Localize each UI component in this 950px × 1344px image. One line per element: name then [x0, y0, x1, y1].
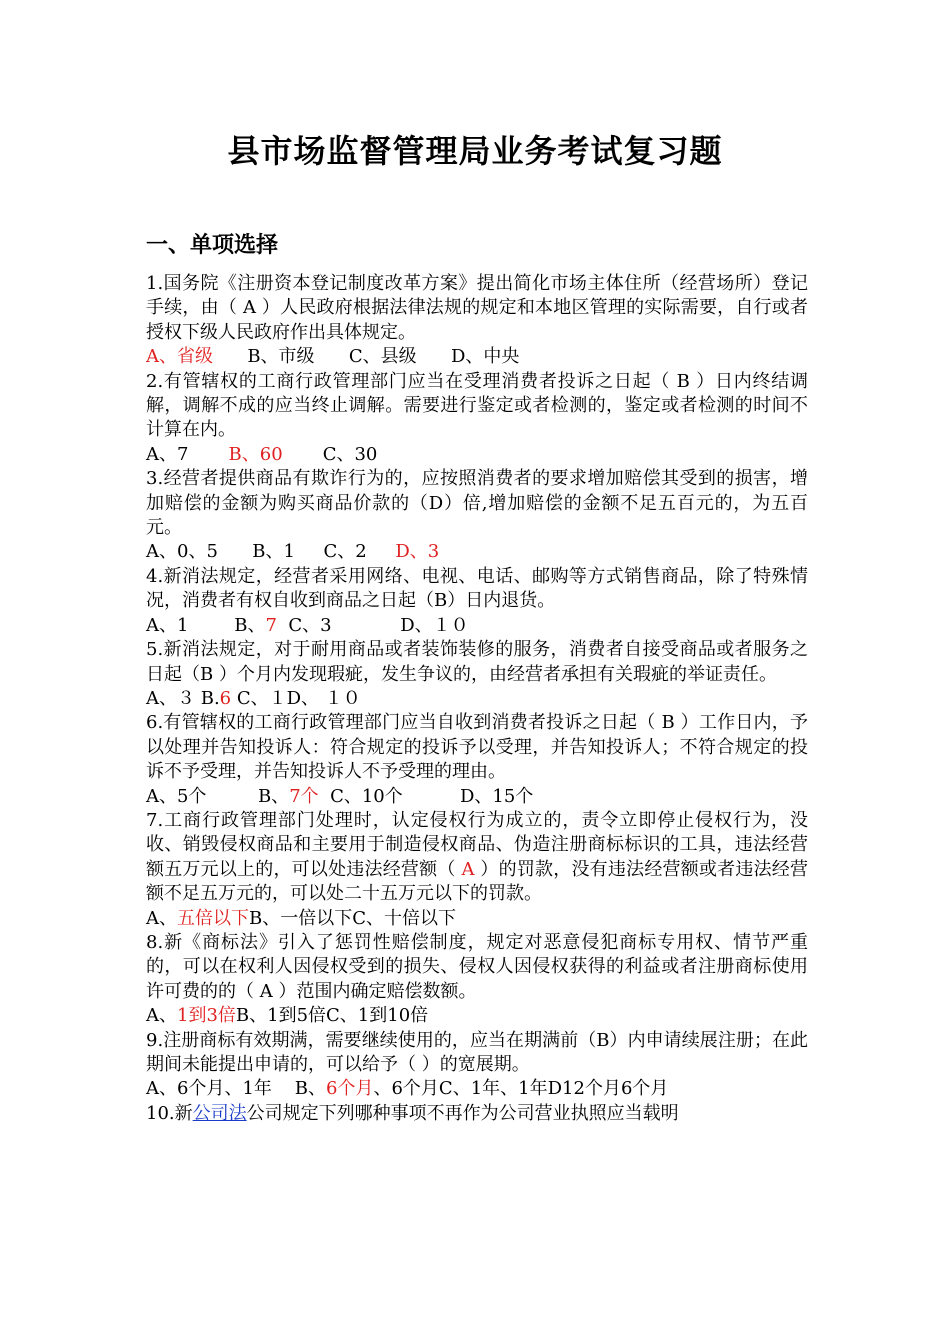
document-title: 县市场监督管理局业务考试复习题 — [227, 132, 723, 170]
question-4-answer: 7 — [265, 614, 277, 636]
question-8-answer: 1到3倍 — [177, 1005, 236, 1027]
question-1-answer: A、省级 — [146, 346, 213, 368]
question-7-options-after: B、一倍以下C、十倍以下 — [249, 907, 456, 929]
question-2-options — [146, 443, 808, 467]
question-8-options-before: A、 — [146, 1005, 177, 1027]
question-10-text — [146, 1102, 808, 1126]
question-7-text-start: 7.工商行政管理部门处理时，认定侵权行为成立的，责令立即停止侵权行为，没收、销毁侵权商品和主要用于制造侵权商品、伪造注册商标标识的工具，违法经营额五万元以上的，可以处违法经营额（ — [146, 809, 808, 880]
question-7-options-before: A、 — [146, 907, 177, 929]
section-heading: 一、单项选择 — [146, 233, 279, 258]
question-4-text: 4.新消法规定，经营者采用网络、电视、电话、邮购等方式销售商品，除了特殊情况，消费者有权自收到商品之日起（B）日内退货。 — [146, 565, 808, 612]
question-3-text: 3.经营者提供商品有欺诈行为的，应按照消费者的要求增加赔偿其受到的损害，增加赔偿的金额为购买商品价款的（D）倍,增加赔偿的金额不足五百元的，为五百元。 — [146, 468, 808, 539]
question-list — [146, 272, 808, 1126]
question-6-answer: 7个 — [289, 785, 319, 807]
question-6-options-before: A、5个 B、 — [146, 785, 290, 807]
question-7-answer: 五倍以下 — [177, 907, 249, 929]
question-4-options — [146, 614, 808, 638]
question-9-options-before: A、6个月、1年 B、 — [146, 1078, 327, 1100]
question-5-options-after: C、１D、 １０ — [231, 687, 361, 709]
question-1-text: 1.国务院《注册资本登记制度改革方案》提出简化市场主体住所（经营场所）登记手续，由（ A ）人民政府根据法律法规的规定和本地区管理的实际需要，自行或者授权下级人民政府作出具体规定。 — [146, 273, 808, 343]
question-4-options-after: C、3 D、１０ — [276, 614, 469, 636]
question-3-answer: D、3 — [395, 541, 440, 563]
question-2-options-before: A、7 — [146, 443, 229, 465]
question-2-options-after: C、30 — [282, 443, 378, 465]
question-3-options-before: A、0、5 B、1 C、2 — [146, 541, 396, 563]
question-1-options — [146, 345, 808, 369]
question-8-options — [146, 1004, 808, 1028]
question-6-options-after: C、10个 D、15个 — [318, 785, 534, 807]
company-law-link[interactable]: 公司法 — [192, 1102, 247, 1124]
question-3-options — [146, 540, 808, 564]
question-10-text-start: 10.新 — [146, 1102, 193, 1124]
question-9-text: 9.注册商标有效期满，需要继续使用的，应当在期满前（B）内申请续展注册；在此期间未能提出申请的，可以给予（ ）的宽展期。 — [146, 1029, 808, 1075]
question-1-other-options: B、市级 C、县级 D、中央 — [213, 346, 520, 368]
question-8-text: 8.新《商标法》引入了惩罚性赔偿制度，规定对恶意侵犯商标专用权、情节严重的，可以在权利人因侵权受到的损失、侵权人因侵权获得的利益或者注册商标使用许可费的的（ A ）范围内确定赔偿数额。 — [146, 931, 808, 1002]
question-2-answer: B、60 — [228, 443, 283, 465]
question-9-answer: 6个月 — [326, 1078, 374, 1100]
question-7-text-end: ）的罚款，没有违法经营额或者违法经营额不足五万元的，可以处二十五万元以下的罚款。 — [146, 858, 808, 905]
question-5-options — [146, 687, 808, 711]
question-5-text: 5.新消法规定，对于耐用商品或者装饰装修的服务，消费者自接受商品或者服务之日起（B ）个月内发现瑕疵，发生争议的，由经营者承担有关瑕疵的举证责任。 — [146, 639, 808, 685]
question-8-options-after: B、1到5倍C、1到10倍 — [235, 1005, 429, 1027]
question-5-answer: 6 — [219, 687, 232, 709]
question-6-text: 6.有管辖权的工商行政管理部门应当自收到消费者投诉之日起（ B ）工作日内，予以处理并告知投诉人：符合规定的投诉予以受理，并告知投诉人；不符合规定的投诉不予受理，并告知投诉人不予受理的理由。 — [146, 712, 808, 783]
question-10-text-end: 公司规定下列哪种事项不再作为公司营业执照应当载明 — [246, 1102, 679, 1124]
question-9-options — [146, 1077, 808, 1101]
question-4-options-before: A、1 B、 — [146, 614, 266, 636]
question-7-inline-answer: A — [461, 858, 475, 880]
question-7-text — [146, 809, 808, 907]
question-5-options-before: A、３ B. — [146, 687, 220, 709]
question-7-options — [146, 907, 808, 931]
question-9-options-after: 、6个月C、1年、1年D12个月6个月 — [373, 1078, 669, 1100]
question-2-text: 2.有管辖权的工商行政管理部门应当在受理消费者投诉之日起（ B ）日内终结调解，调解不成的应当终止调解。需要进行鉴定或者检测的，鉴定或者检测的时间不计算在内。 — [146, 370, 808, 441]
question-6-options — [146, 785, 808, 809]
